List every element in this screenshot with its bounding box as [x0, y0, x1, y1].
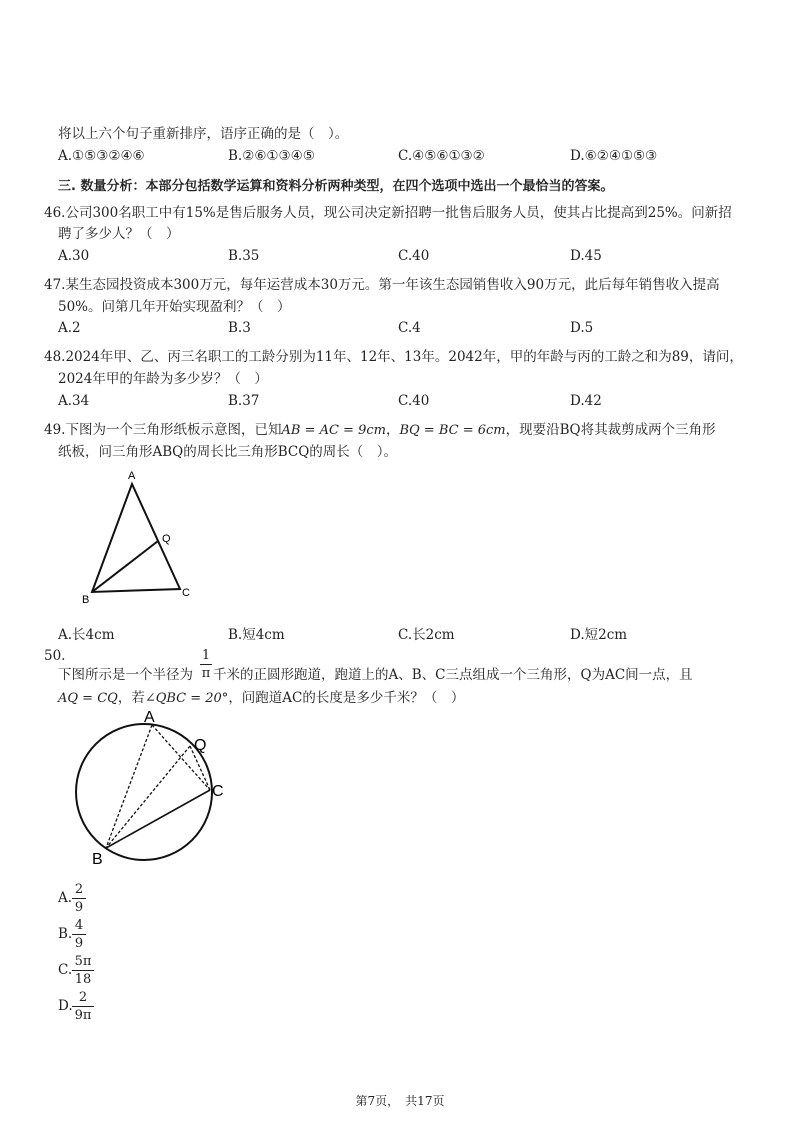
q48-option-a[interactable]: A.34: [58, 393, 90, 409]
q49-text-line1: [44, 418, 716, 438]
q49-text-part2: ，现要沿BQ将其裁剪成两个三角形: [505, 422, 716, 438]
q50-text-part4: ，问跑道AC的长度是多少千米？（ ）: [228, 690, 465, 706]
q50-label-b: B: [92, 851, 103, 868]
q50-option-a-label: A.: [58, 890, 73, 906]
q50-option-d-numerator: 2: [78, 990, 88, 1005]
q50-option-d-fraction: [72, 990, 94, 1023]
q50-radius-numerator: 1: [201, 648, 211, 663]
q46-option-d[interactable]: D.45: [570, 248, 602, 264]
q50-option-b-label: B.: [58, 926, 73, 942]
q50-option-c[interactable]: [58, 962, 72, 978]
q49-label-a: A: [128, 470, 136, 482]
q50-option-b[interactable]: [58, 926, 72, 942]
q47-option-b[interactable]: B.3: [228, 320, 251, 336]
q49-option-a[interactable]: A.长4cm: [58, 627, 115, 643]
q46-option-c[interactable]: C.40: [398, 248, 430, 264]
q50-option-c-numerator: 5π: [74, 954, 92, 969]
q50-option-a-numerator: 2: [74, 882, 84, 897]
q50-text-part2: 千米的正圆形跑道，跑道上的A、B、C三点组成一个三角形，Q为AC间一点，且: [213, 667, 693, 683]
q50-math-angle: ∠QBC = 20°: [144, 691, 229, 706]
q49-triangle-figure: [70, 462, 210, 612]
q50-option-b-denominator: 9: [74, 936, 84, 951]
q49-option-b[interactable]: B.短4cm: [228, 627, 285, 643]
q50-option-b-fraction: [72, 918, 86, 951]
q50-option-a-denominator: 9: [74, 900, 84, 915]
q49-option-d[interactable]: D.短2cm: [570, 627, 628, 643]
q49-math-ab-ac: AB = AC = 9cm: [281, 423, 386, 438]
option-b[interactable]: B.②⑥①③④⑤: [228, 148, 315, 164]
q50-text-part1: 下图所示是一个半径为: [58, 667, 193, 683]
q50-option-d[interactable]: [58, 998, 73, 1014]
q50-radius-denominator: π: [201, 666, 211, 681]
q50-option-a-fraction: [72, 882, 86, 915]
q50-option-a[interactable]: [58, 890, 72, 906]
q50-text-line2: [58, 686, 464, 706]
q49-label-c: C: [182, 587, 190, 599]
q50-text-part3: ，若: [117, 690, 145, 706]
q49-label-b: B: [82, 594, 90, 606]
q49-text-line2: 纸板，问三角形ABQ的周长比三角形BCQ的周长（ ）。: [58, 444, 398, 460]
q49-text-part1: 49.下图为一个三角形纸板示意图，已知: [44, 422, 282, 438]
q49-separator: ，: [385, 422, 400, 438]
q46-option-b[interactable]: B.35: [228, 248, 260, 264]
q50-label-c: C: [212, 783, 224, 800]
section-heading: 三. 数量分析：本部分包括数学运算和资料分析两种类型，在四个选项中选出一个最恰当的答案。: [58, 179, 614, 194]
q47-option-d[interactable]: D.5: [570, 320, 594, 336]
q47-option-c[interactable]: C.4: [398, 320, 421, 336]
q50-option-c-fraction: [72, 954, 94, 987]
option-d[interactable]: D.⑥②④①⑤③: [570, 148, 658, 164]
option-c[interactable]: C.④⑤⑥①③②: [398, 148, 485, 164]
q48-text-line2: 2024年甲的年龄为多少岁？（ ）: [58, 371, 268, 387]
q46-text-line2: 聘了多少人？（ ）: [58, 226, 180, 242]
page-footer: 第7页， 共17页: [355, 1094, 445, 1108]
q47-option-a[interactable]: A.2: [58, 320, 81, 336]
q50-option-b-numerator: 4: [74, 918, 84, 933]
q49-math-bq-bc: BQ = BC = 6cm: [399, 423, 506, 438]
option-a[interactable]: A.①⑤③②④⑥: [58, 148, 145, 164]
q48-text-line1: 48.2024年甲、乙、丙三名职工的工龄分别为11年、12年、13年。2042年，甲的年龄与丙的工龄之和为89，请问，: [44, 349, 743, 365]
question-intro-text: 将以上六个句子重新排序，语序正确的是（ ）。: [58, 126, 349, 142]
q48-option-d[interactable]: D.42: [570, 393, 602, 409]
q50-label-a: A: [144, 709, 155, 726]
q47-text-line2: 50%。问第几年开始实现盈利？（ ）: [58, 299, 291, 315]
q50-number: 50.: [44, 648, 66, 664]
q50-text-line1: [58, 663, 693, 683]
q49-label-q: Q: [162, 533, 171, 545]
q50-label-q: Q: [194, 737, 207, 754]
q46-option-a[interactable]: A.30: [58, 248, 90, 264]
q50-circle-figure: [66, 706, 246, 876]
q50-math-aq-cq: AQ = CQ: [58, 691, 118, 706]
q50-option-d-label: D.: [58, 998, 73, 1014]
q48-option-c[interactable]: C.40: [398, 393, 430, 409]
q49-option-c[interactable]: C.长2cm: [398, 627, 455, 643]
q50-radius-fraction: [200, 648, 212, 681]
q48-option-b[interactable]: B.37: [228, 393, 260, 409]
q50-option-c-denominator: 18: [74, 972, 92, 987]
q50-option-d-denominator: 9π: [74, 1008, 92, 1023]
q46-text-line1: 46.公司300名职工中有15%是售后服务人员，现公司决定新招聘一批售后服务人员，使其占比提高到25%。问新招: [44, 205, 732, 221]
q50-option-c-label: C.: [58, 962, 73, 978]
q47-text-line1: 47.某生态园投资成本300万元，每年运营成本30万元。第一年该生态园销售收入90万元，此后每年销售收入提高: [44, 277, 720, 293]
